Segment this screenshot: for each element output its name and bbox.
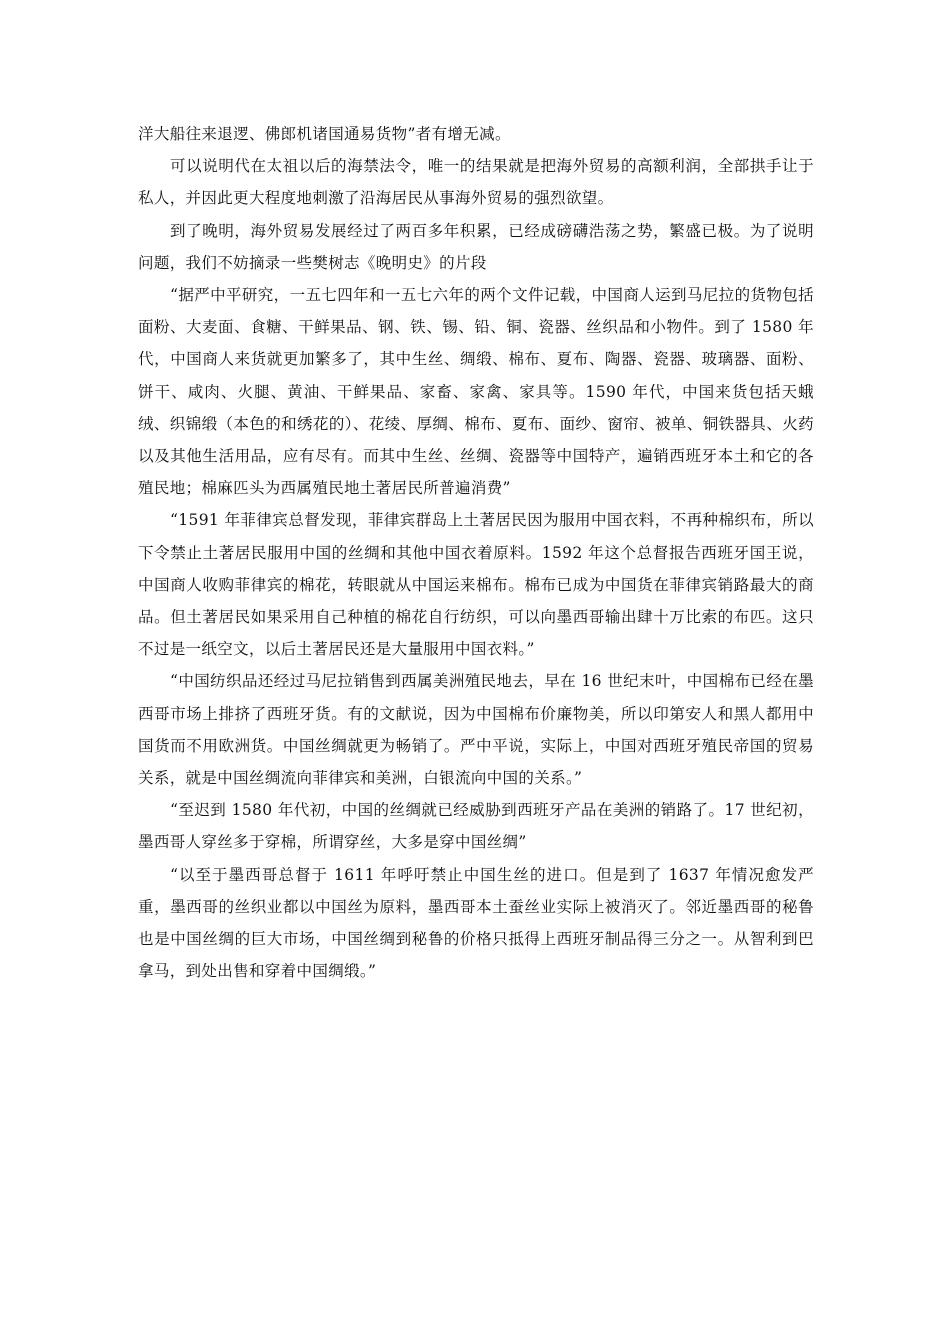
quote-silk-threat: “至迟到 1580 年代初，中国的丝绸就已经威胁到西班牙产品在美洲的销路了。17 世纪初，墨西哥人穿丝多于穿棉，所谓穿丝，大多是穿中国丝绸” <box>138 801 814 852</box>
quote-manila-goods: “据严中平研究，一五七四年和一五七六年的两个文件记载，中国商人运到马尼拉的货物包括面粉、大麦面、食糖、干鲜果品、钢、铁、锡、铅、铜、瓷器、丝织品和小物件。到了 1580 年代，中国商人来货就更加繁多了，其中生丝、绸缎、棉布、夏布、陶器、瓷器、玻璃器、面粉、饼干、咸肉、火腿、黄油、干鲜果品、家畜、家禽、家具等。1590 年代，中国来货包括天蛾绒、织锦缎（本色的和绣花的）、花绫、厚绸、棉布、夏布、面纱、窗帘、被单、铜铁器具、火药以及其他生活用品，应有尽有。而其中生丝、丝绸、瓷器等中国特产，遍销西班牙本土和它的各殖民地；棉麻匹头为西属殖民地土著居民所普遍消费” <box>138 286 814 498</box>
paragraph-haijin-conclusion: 可以说明代在太祖以后的海禁法令，唯一的结果就是把海外贸易的高额利润，全部拱手让于私人，并因此更大程度地刺激了沿海居民从事海外贸易的强烈欲望。 <box>138 157 814 208</box>
paragraph-continued: 洋大船往来退逻、佛郎机诸国通易货物”者有增无减。 <box>138 125 511 143</box>
quote-mexico-ban: “以至于墨西哥总督于 1611 年呼吁禁止中国生丝的进口。但是到了 1637 年情况愈发严重，墨西哥的丝织业都以中国丝为原料，墨西哥本土蚕丝业实际上被消灭了。邻近墨西哥的秘鲁也是中国丝绸的巨大市场，中国丝绸到秘鲁的价格只抵得上西班牙制品得三分之一。从智利到巴拿马，到处出售和穿着中国绸缎。” <box>138 865 814 981</box>
document-page <box>138 118 814 987</box>
quote-philippines-governor: “1591 年菲律宾总督发现，菲律宾群岛上土著居民因为服用中国衣料，不再种棉织布，所以下令禁止土著居民服用中国的丝绸和其他中国衣着原料。1592 年这个总督报告西班牙国王说，中国商人收购菲律宾的棉花，转眼就从中国运来棉布。棉布已成为中国货在菲律宾销路最大的商品。但土著居民如果采用自己种植的棉花自行纺织，可以向墨西哥输出肆十万比索的布匹。这只不过是一纸空文，以后土著居民还是大量服用中国衣料。” <box>138 511 814 659</box>
paragraph-late-ming-intro: 到了晚明，海外贸易发展经过了两百多年积累，已经成磅礴浩荡之势，繁盛已极。为了说明问题，我们不妨摘录一些樊树志《晚明史》的片段 <box>138 221 814 272</box>
quote-mexico-market: “中国纺织品还经过马尼拉销售到西属美洲殖民地去，早在 16 世纪末叶，中国棉布已经在墨西哥市场上排挤了西班牙货。有的文献说，因为中国棉布价廉物美，所以印第安人和黑人都用中国货而不用欧洲货。中国丝绸就更为畅销了。严中平说，实际上，中国对西班牙殖民帝国的贸易关系，就是中国丝绸流向菲律宾和美洲，白银流向中国的关系。” <box>138 672 814 788</box>
